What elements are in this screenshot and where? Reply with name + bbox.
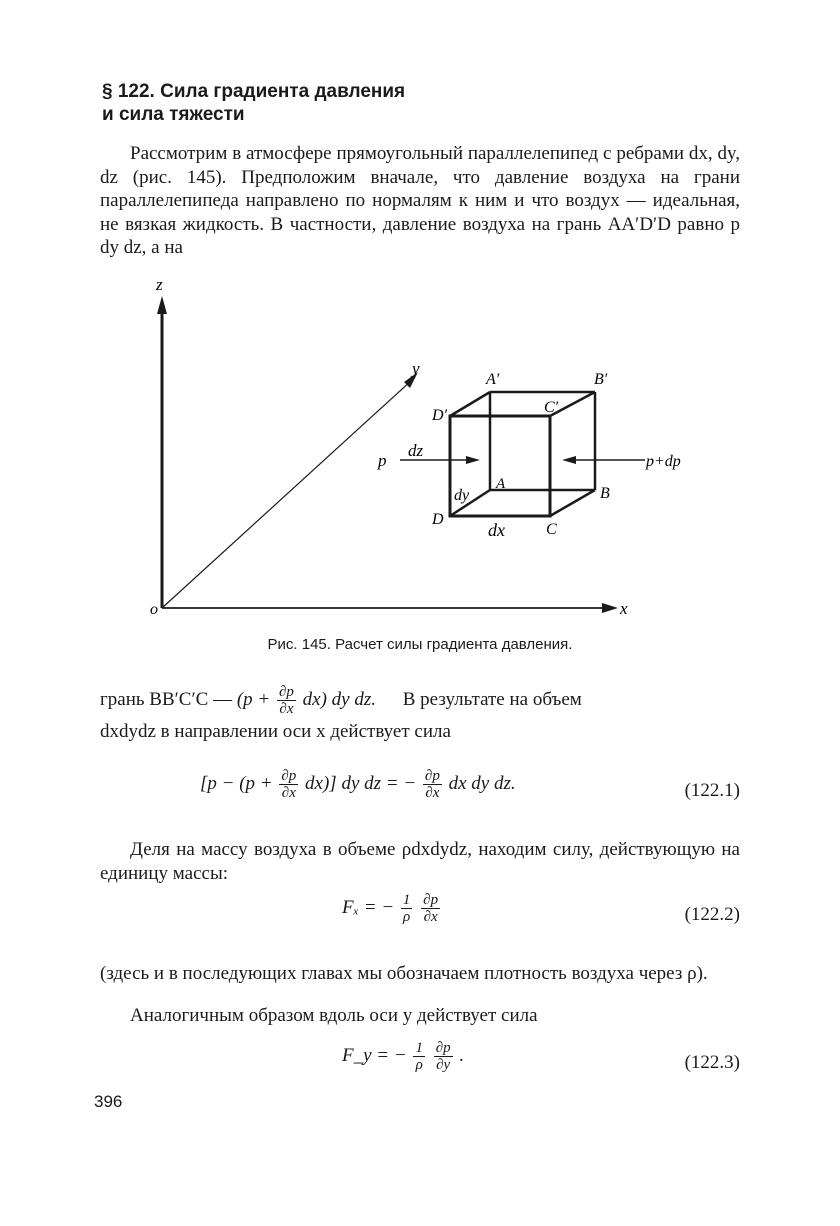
label-x: x	[620, 599, 628, 618]
section-heading	[102, 80, 522, 126]
frac-denominator: ρ	[415, 1057, 423, 1073]
z-axis-arrow	[157, 296, 167, 314]
equation-122-2	[100, 892, 740, 936]
frac-numerator: ∂p	[435, 1040, 451, 1056]
text-direction: dxdydz в направлении оси x действует сила	[100, 721, 451, 742]
label-dx: dx	[488, 520, 505, 540]
equation-122-2-expr	[342, 892, 442, 925]
eq1-left-a: [p − (p +	[200, 772, 273, 794]
eq2-fraction-1	[401, 892, 413, 925]
label-A: A	[496, 476, 506, 492]
paragraph-mass: Деля на массу воздуха в объеме ρdxdydz, находим силу, действующую на единицу массы:	[100, 839, 740, 884]
paragraph-density-note: (здесь и в последующих главах мы обозначаем плотность воздуха через ρ).	[100, 963, 708, 984]
frac-denominator: ∂x	[281, 785, 296, 801]
math-open: (p +	[236, 689, 271, 710]
paragraph-y-axis: Аналогичным образом вдоль оси y действует сила	[130, 1005, 538, 1026]
frac-denominator: ∂x	[279, 701, 294, 718]
equation-122-3	[100, 1040, 740, 1084]
fraction-dp-dx	[277, 684, 296, 717]
eq2-lhs: Fₓ = −	[342, 896, 395, 918]
pressure-arrow-right-head	[562, 456, 576, 464]
page-number: 396	[94, 1092, 123, 1111]
text-result: В результате на объем	[402, 689, 582, 710]
x-axis-arrow	[602, 603, 618, 613]
label-p: p	[378, 451, 387, 470]
eq2-fraction-2	[421, 892, 440, 925]
frac-denominator: ∂x	[425, 785, 440, 801]
cube-edge	[550, 490, 595, 516]
label-dz: dz	[408, 441, 424, 460]
label-B-prime: B′	[594, 371, 608, 388]
math-close: dx) dy dz.	[302, 689, 376, 710]
frac-numerator: ∂p	[281, 768, 297, 784]
eq1-left-b: dx)] dy dz = −	[305, 772, 417, 794]
heading-line-2: и сила тяжести	[102, 104, 245, 125]
frac-numerator: ∂p	[423, 892, 439, 908]
frac-denominator: ∂y	[436, 1057, 451, 1073]
label-B: B	[600, 485, 610, 502]
label-C: C	[546, 521, 557, 538]
label-C-prime: C′	[544, 399, 559, 416]
label-D: D	[432, 511, 444, 528]
frac-numerator: 1	[415, 1040, 423, 1056]
frac-numerator: ∂p	[424, 768, 440, 784]
equation-number-122-1: (122.1)	[684, 780, 740, 801]
eq1-right-fraction	[423, 768, 442, 801]
equation-122-1	[100, 768, 740, 812]
frac-denominator: ρ	[403, 909, 411, 925]
equation-122-1-expr	[200, 768, 516, 801]
eq1-right-b: dx dy dz.	[448, 772, 516, 794]
y-axis	[162, 380, 412, 608]
label-y: y	[412, 359, 420, 378]
heading-line-1: § 122. Сила градиента давления	[102, 81, 406, 102]
label-A-prime: A′	[486, 371, 500, 388]
equation-number-122-2: (122.2)	[684, 904, 740, 925]
eq3-fraction-2	[434, 1040, 453, 1073]
label-o: o	[150, 601, 158, 618]
paragraph-intro: Рассмотрим в атмосфере прямоугольный параллелепипед с ребрами dx, dy, dz (рис. 145). Предположим вначале, что давление воздуха на грани параллелепипеда направлено по нормалям к ним и что воздух — идеальная, не вязкая жидкость. В частности, давление воздуха на грань AA′D′D равно p dy dz, а на	[100, 143, 740, 258]
eq3-fraction-1	[413, 1040, 425, 1073]
parallelepiped-diagram	[140, 272, 740, 632]
figure-caption: Рис. 145. Расчет силы градиента давления.	[267, 636, 573, 653]
label-p-plus-dp: p+dp	[646, 453, 681, 470]
equation-122-3-expr	[342, 1040, 464, 1073]
label-z: z	[156, 275, 163, 294]
frac-numerator: ∂p	[278, 684, 294, 701]
figure-145	[140, 272, 740, 632]
text-face: грань BB′C′C —	[100, 689, 233, 710]
paragraph-face-pressure	[100, 680, 740, 744]
eq1-fraction	[279, 768, 298, 801]
label-D-prime: D′	[432, 407, 448, 424]
label-dy: dy	[454, 487, 470, 504]
eq3-lhs: F_y = −	[342, 1044, 407, 1066]
cube-edge	[450, 392, 490, 416]
eq3-tail: .	[459, 1044, 465, 1066]
pressure-arrow-left-head	[466, 456, 480, 464]
equation-number-122-3: (122.3)	[684, 1052, 740, 1073]
frac-denominator: ∂x	[423, 909, 438, 925]
frac-numerator: 1	[402, 892, 411, 908]
